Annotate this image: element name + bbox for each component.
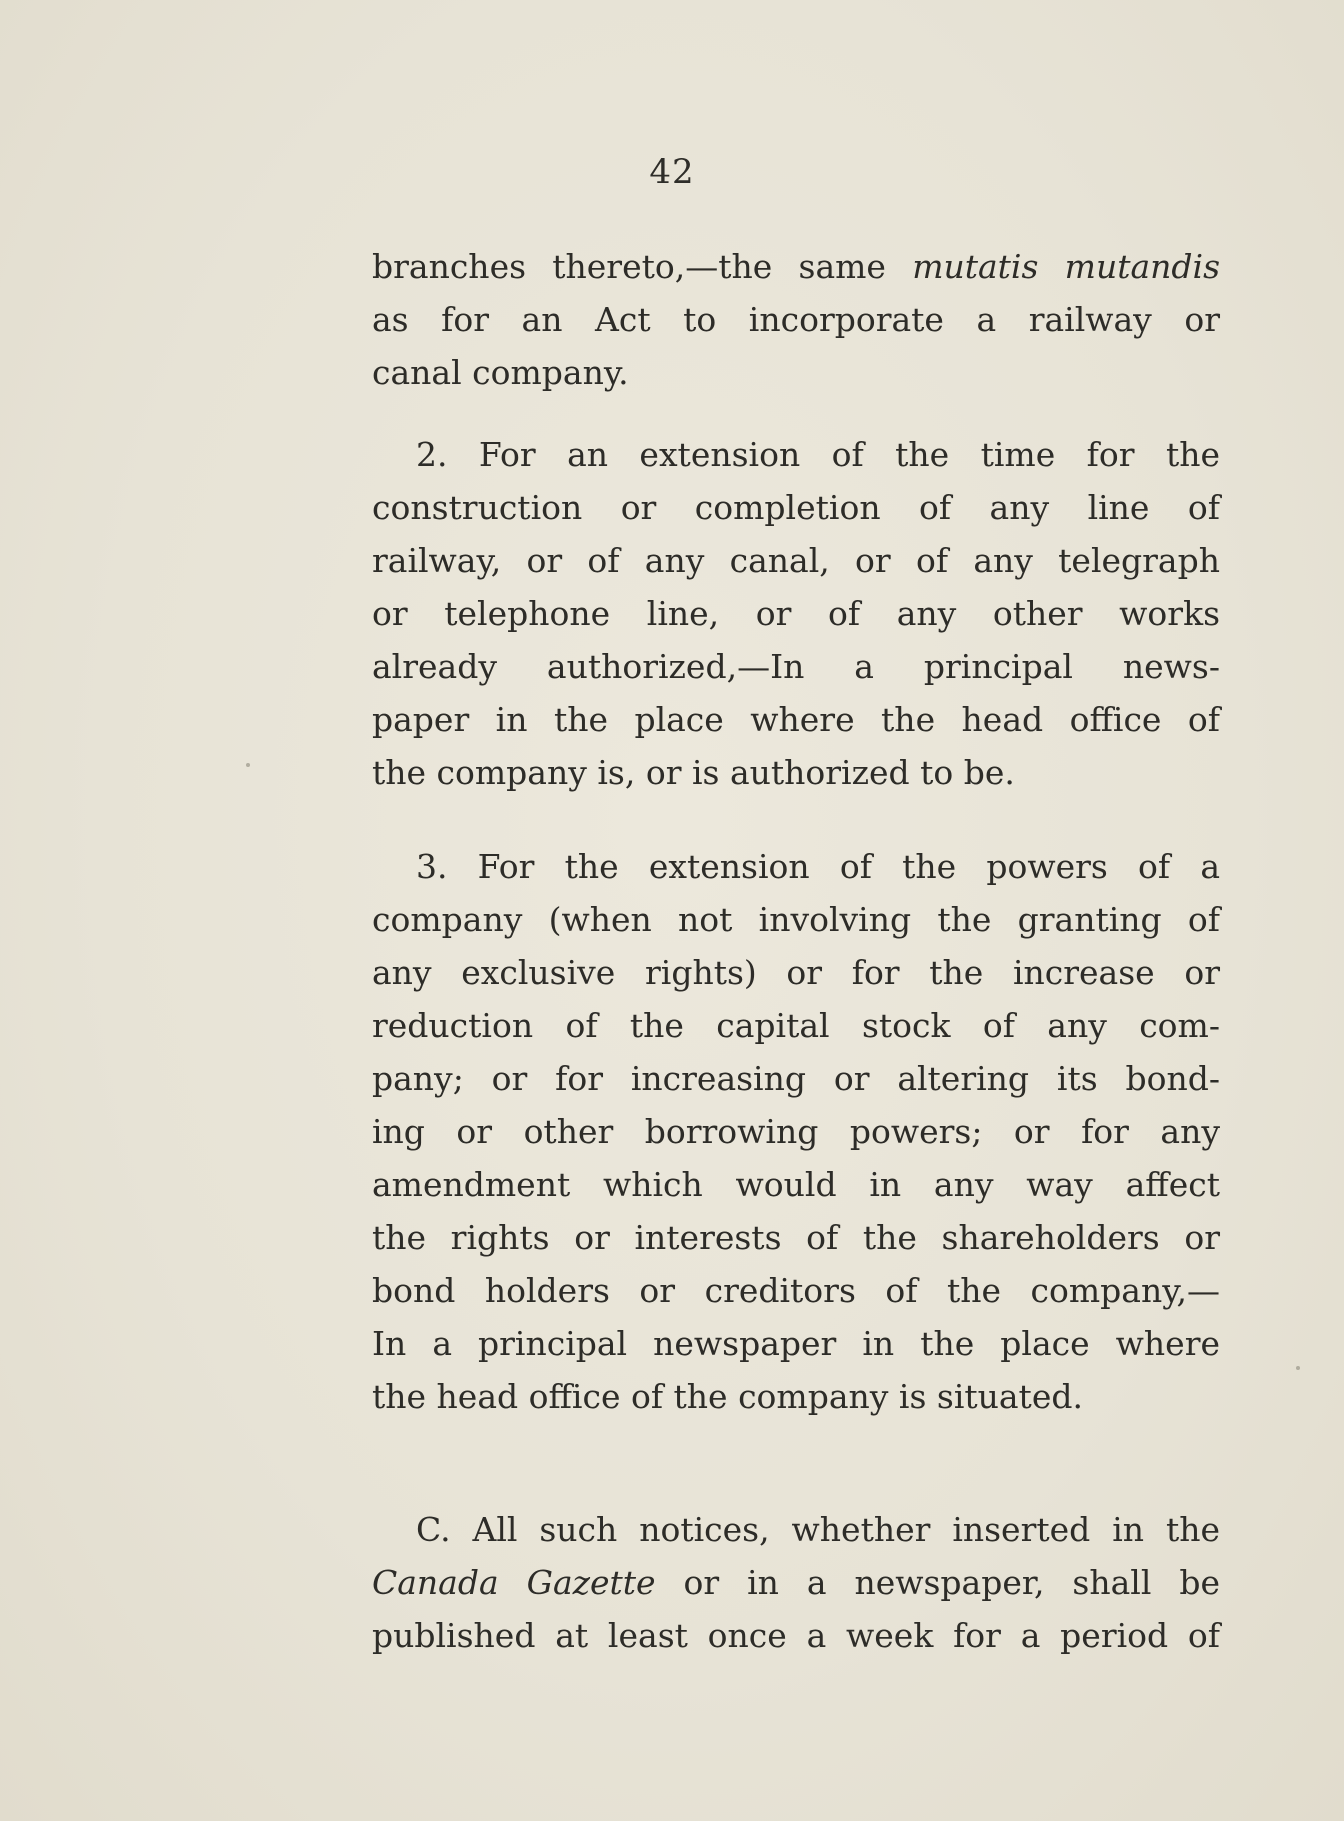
paragraph-continuation [372, 240, 1220, 399]
text-line: as for an Act to incorporate a railway or [372, 300, 1220, 339]
text-line: any exclusive rights) or for the increase or [372, 953, 1220, 992]
text-line: published at least once a week for a period of [372, 1616, 1220, 1655]
text-line: bond holders or creditors of the company,— [372, 1271, 1220, 1310]
text-line [372, 1556, 1220, 1609]
italic-text-span: mutatis mutandis [912, 247, 1221, 286]
text-line [372, 240, 1220, 293]
paper-speck [1296, 1366, 1300, 1370]
italic-text-span: Canada Gazette [372, 1563, 656, 1602]
text-line: ing or other borrowing powers; or for any [372, 1112, 1220, 1151]
text-line: the head office of the company is situated. [372, 1377, 1083, 1416]
text-line: 2. For an extension of the time for the [416, 435, 1220, 474]
text-span: branches thereto,—the same [372, 247, 913, 286]
text-line: already authorized,—In a principal news- [372, 647, 1220, 686]
text-line: 3. For the extension of the powers of a [416, 847, 1220, 886]
paragraph-item-c [372, 1503, 1220, 1662]
text-span: or in a newspaper, shall be [655, 1563, 1220, 1602]
paragraph-item-3 [372, 840, 1220, 1423]
text-line: the company is, or is authorized to be. [372, 753, 1015, 792]
text-line: railway, or of any canal, or of any telegraph [372, 541, 1220, 580]
paper-speck [246, 763, 250, 767]
text-line: amendment which would in any way affect [372, 1165, 1220, 1204]
text-line: paper in the place where the head office of [372, 700, 1220, 739]
page-number: 42 [649, 152, 695, 192]
text-line: or telephone line, or of any other works [372, 594, 1220, 633]
text-line: C. All such notices, whether inserted in the [416, 1510, 1220, 1549]
text-line: pany; or for increasing or altering its bond- [372, 1059, 1220, 1098]
paragraph-item-2 [372, 428, 1220, 799]
text-line: canal company. [372, 353, 629, 392]
text-line: In a principal newspaper in the place where [372, 1324, 1220, 1363]
text-line: reduction of the capital stock of any com- [372, 1006, 1220, 1045]
text-line: the rights or interests of the shareholders or [372, 1218, 1220, 1257]
text-line: company (when not involving the granting of [372, 900, 1220, 939]
text-line: construction or completion of any line of [372, 488, 1220, 527]
